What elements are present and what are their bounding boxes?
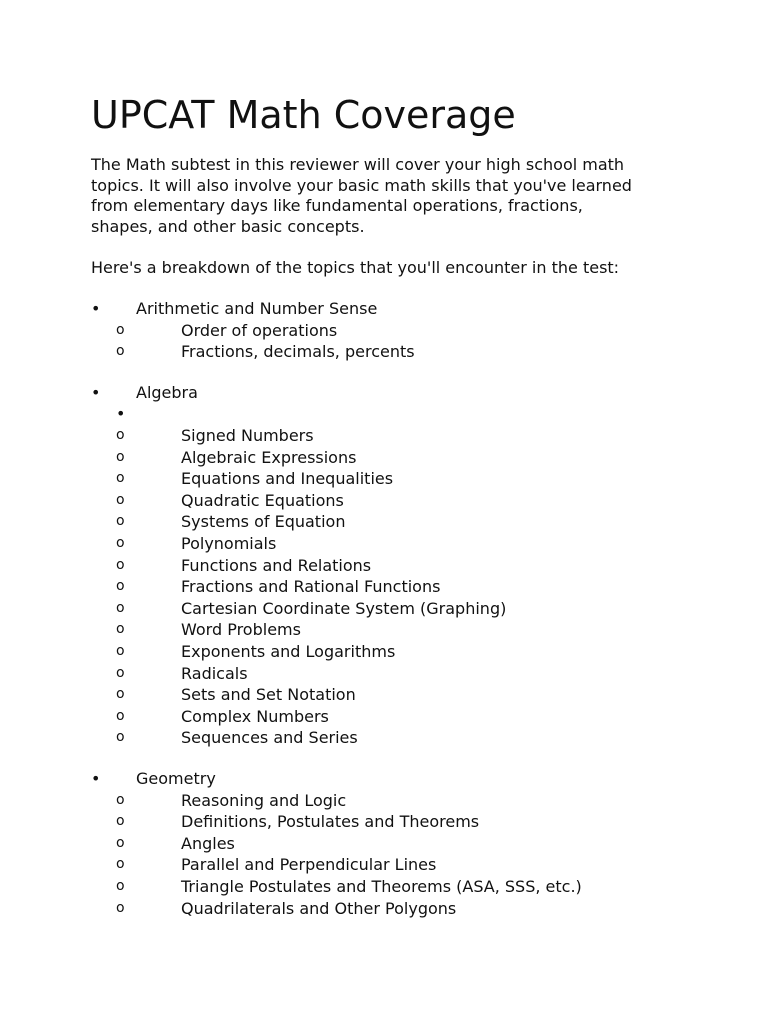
topic-heading: Algebra — [136, 382, 198, 402]
sub-bullet-icon: o — [116, 427, 125, 443]
subtopic-label: Definitions, Postulates and Theorems — [181, 812, 480, 832]
subtopic-label: Fractions and Rational Functions — [181, 577, 441, 597]
intro-paragraph — [91, 155, 711, 237]
sub-bullet-icon: o — [116, 556, 125, 573]
intro-line: topics. It will also involve your basic math skills that you've learned — [91, 175, 632, 195]
breakdown-lead: Here's a breakdown of the topics that you'll encounter in the test: — [91, 258, 620, 277]
sub-bullet-icon: o — [116, 343, 125, 360]
sub-bullet-icon: o — [116, 513, 125, 530]
subtopic-label: Parallel and Perpendicular Lines — [181, 855, 437, 875]
bullet-icon: • — [91, 382, 101, 402]
subtopic-label: Reasoning and Logic — [181, 790, 347, 810]
sub-bullet-icon: o — [116, 448, 125, 465]
topic-heading: Arithmetic and Number Sense — [136, 299, 378, 318]
subtopic-label: Algebraic Expressions — [181, 447, 357, 467]
subtopic-label: Sequences and Series — [181, 728, 358, 748]
sub-bullet-icon: o — [116, 643, 125, 659]
subtopic-label: Angles — [181, 833, 235, 853]
sub-bullet-icon: o — [116, 321, 125, 338]
subtopic-label: Functions and Relations — [181, 555, 372, 575]
subtopic-label: Triangle Postulates and Theorems (ASA, SSS, etc.) — [181, 877, 582, 896]
sub-bullet-icon: o — [116, 491, 125, 508]
bullet-icon: • — [91, 299, 101, 318]
bullet-icon: • — [116, 404, 126, 424]
subtopic-label: Order of operations — [181, 320, 338, 340]
subtopic-label: Quadratic Equations — [181, 490, 344, 510]
sub-bullet-icon: o — [116, 899, 125, 916]
sub-bullet-icon: o — [116, 535, 125, 551]
sub-bullet-icon: o — [116, 578, 125, 595]
subtopic-label: Equations and Inequalities — [181, 469, 394, 489]
document-title: UPCAT Math Coverage — [91, 93, 516, 137]
sub-bullet-icon: o — [116, 834, 125, 851]
subtopic-label: Exponents and Logarithms — [181, 642, 396, 661]
subtopic-label: Quadrilaterals and Other Polygons — [181, 898, 457, 918]
sub-bullet-icon: o — [116, 599, 125, 616]
subtopic-label: Complex Numbers — [181, 706, 329, 726]
bullet-icon: • — [91, 769, 101, 788]
intro-line: shapes, and other basic concepts. — [91, 216, 365, 236]
sub-bullet-icon: o — [116, 470, 125, 487]
subtopic-label: Polynomials — [181, 534, 277, 553]
subtopic-label: Cartesian Coordinate System (Graphing) — [181, 598, 507, 618]
intro-line: from elementary days like fundamental operations, fractions, — [91, 196, 583, 216]
sub-bullet-icon: o — [116, 813, 125, 830]
sub-bullet-icon: o — [116, 621, 125, 638]
sub-bullet-icon: o — [116, 729, 125, 746]
intro-line: The Math subtest in this reviewer will cover your high school math — [91, 155, 625, 174]
subtopic-label: Sets and Set Notation — [181, 685, 356, 705]
sub-bullet-icon: o — [116, 707, 125, 724]
sub-bullet-icon: o — [116, 664, 125, 681]
subtopic-label: Systems of Equation — [181, 512, 346, 532]
subtopic-label: Word Problems — [181, 620, 301, 640]
subtopic-label: Radicals — [181, 663, 248, 683]
sub-bullet-icon: o — [116, 686, 125, 703]
sub-bullet-icon: o — [116, 856, 125, 873]
subtopic-label: Fractions, decimals, percents — [181, 342, 415, 362]
sub-bullet-icon: o — [116, 791, 125, 808]
sub-bullet-icon: o — [116, 878, 125, 894]
topic-heading: Geometry — [136, 769, 216, 788]
subtopic-label: Signed Numbers — [181, 426, 314, 445]
